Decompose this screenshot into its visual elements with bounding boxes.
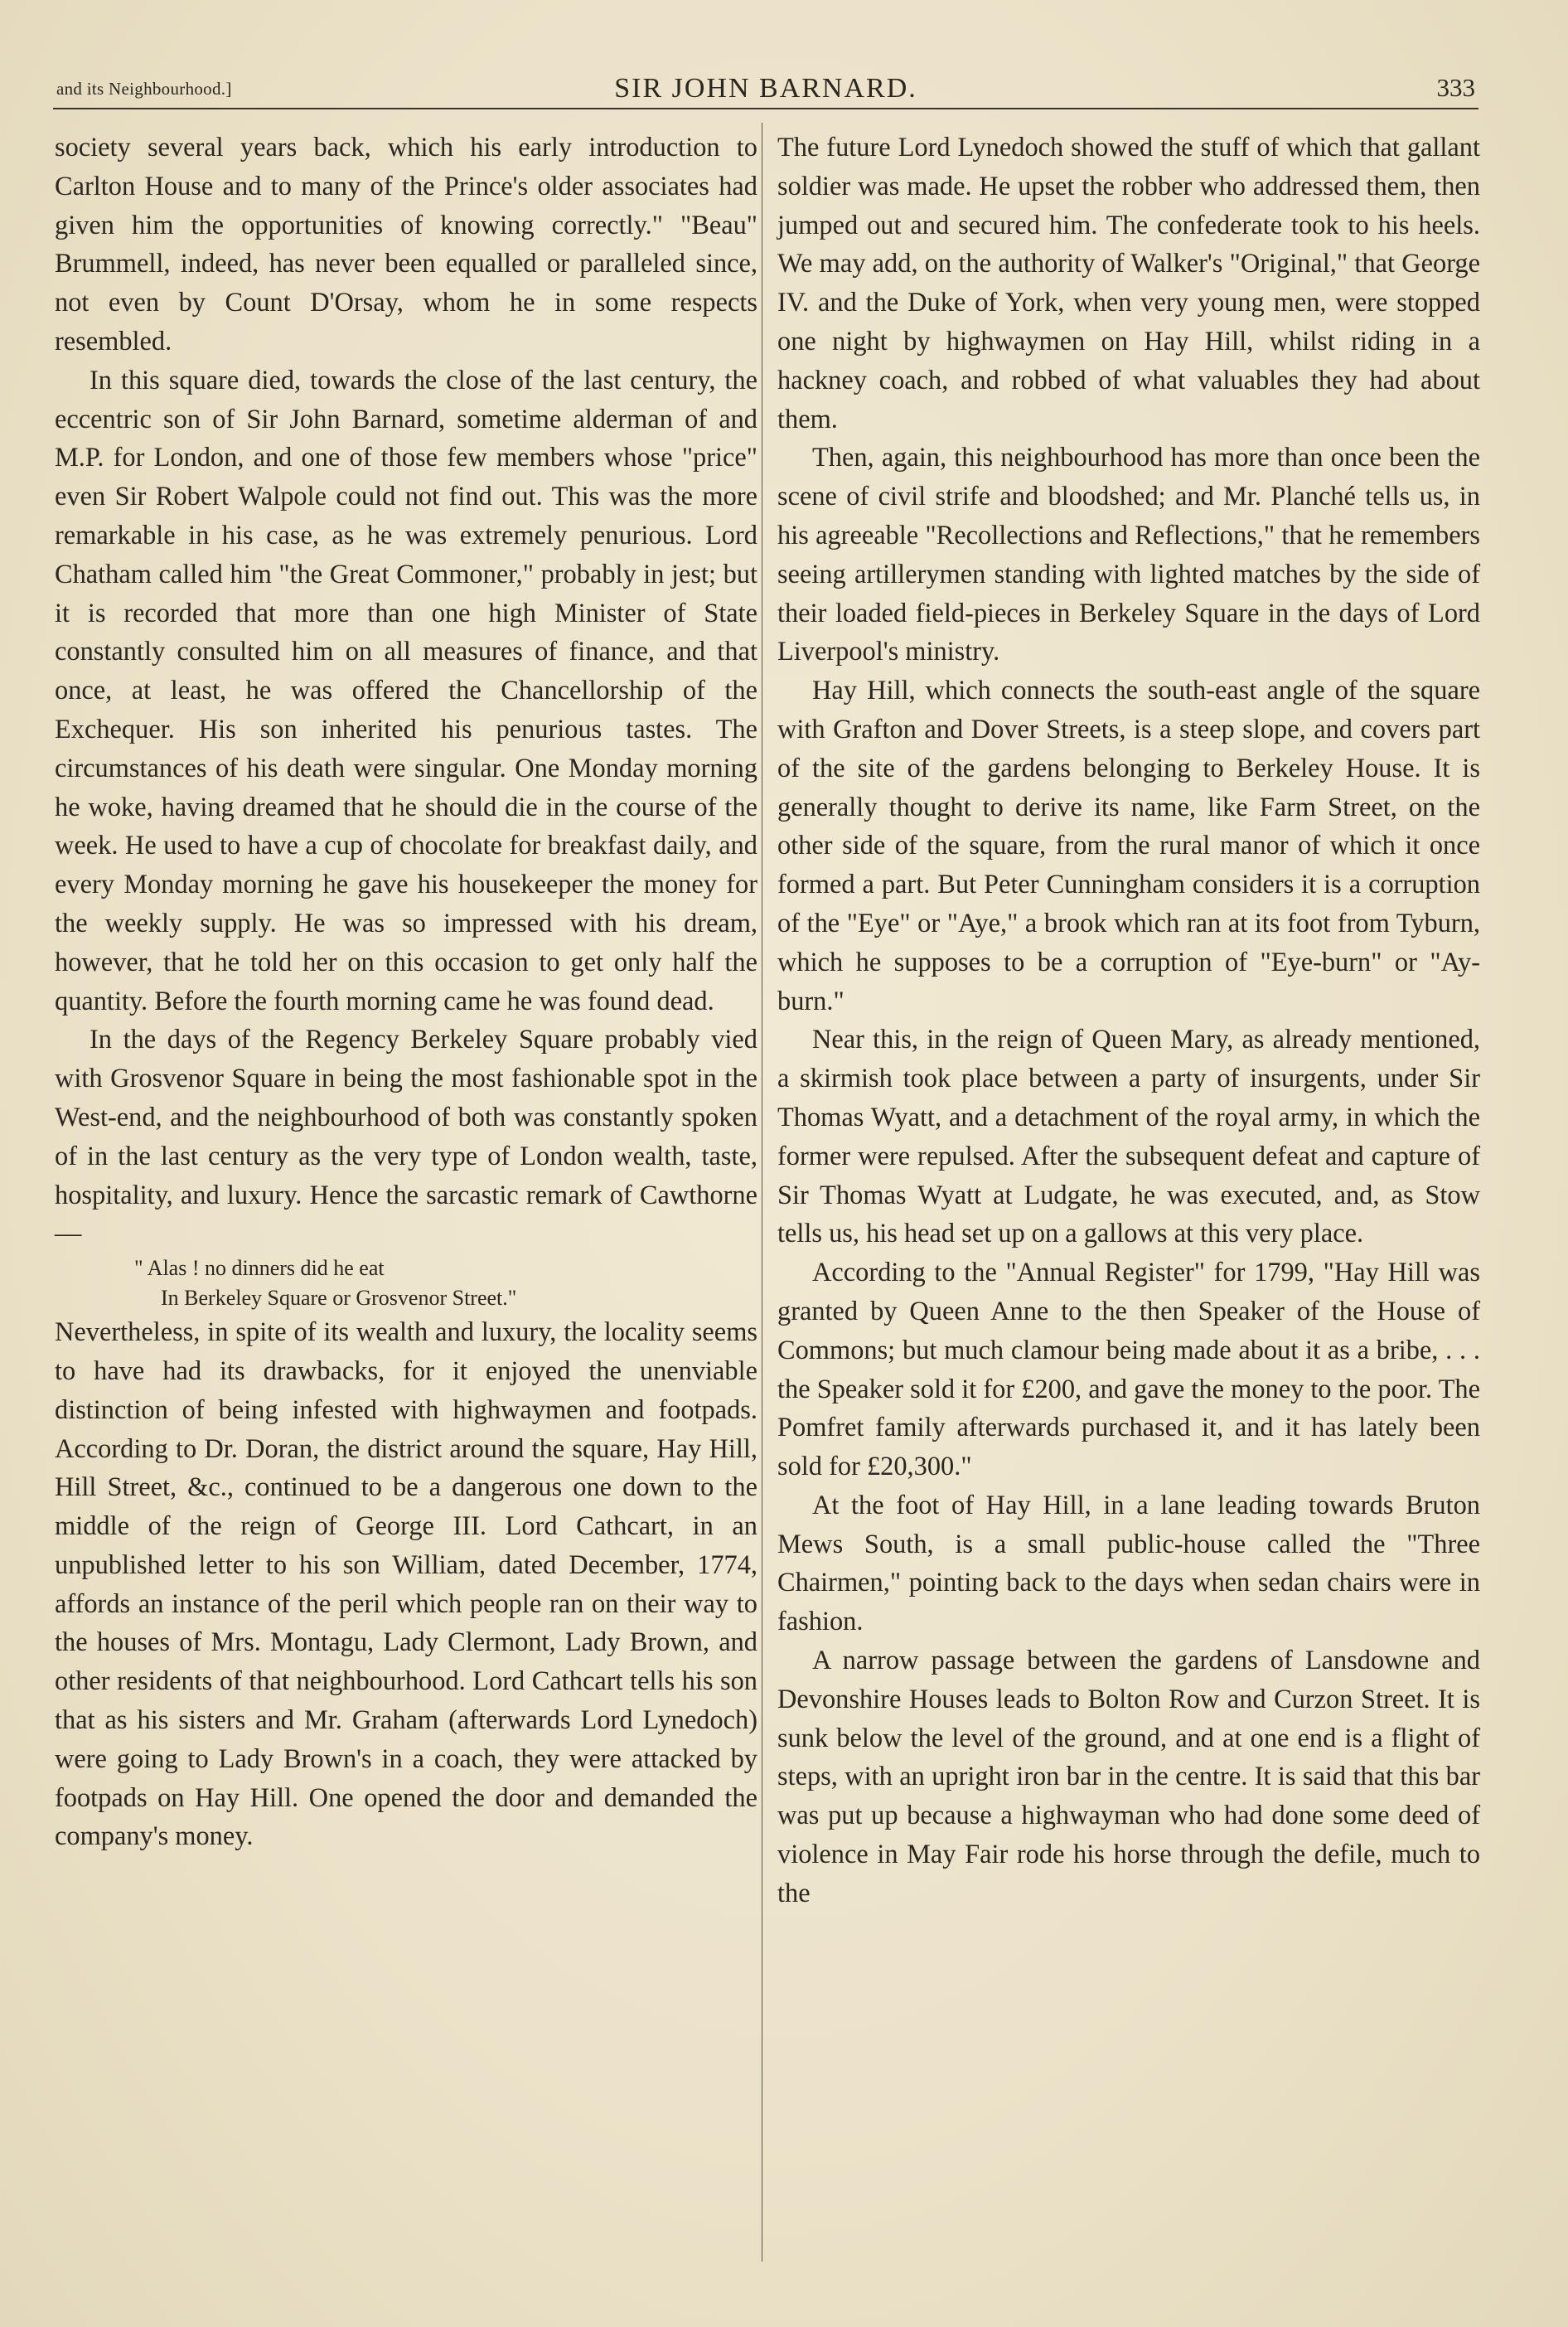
header-rule	[53, 108, 1478, 109]
paragraph: In the days of the Regency Berkeley Square probably vied with Grosvenor Square in being the most fashionable spot in the West-end, and the neighbourhood of both was constantly spoken of in the last century as the very type of London wealth, taste, hospitality, and luxury. Hence the sarcastic remark of Cawthorne—	[55, 1025, 757, 1249]
verse-line: " Alas ! no dinners did he eat	[134, 1256, 385, 1281]
paragraph: Hay Hill, which connects the south-east angle of the square with Grafton and Dover Streets, is a steep slope, and covers part of the site of the gardens belonging to Berkeley House. It is generally thought to derive its name, like Farm Street, on the other side of the square, from the rural manor of which it once formed a part. But Peter Cunningham considers it is a corruption of the "Eye" or "Aye," a brook which ran at its foot from Tyburn, which he supposes to be a corruption of "Eye-burn" or "Ay-burn."	[777, 676, 1480, 1016]
running-head-title: SIR JOHN BARNARD.	[614, 73, 917, 104]
paragraph: Nevertheless, in spite of its wealth and luxury, the locality seems to have had its drawbacks, for it enjoyed the unenviable distinction of being infested with highwaymen and footpads. According to Dr. Doran, the district around the square, Hay Hill, Hill Street, &c., continued to be a dangerous one down to the middle of the reign of George III. Lord Cathcart, in an unpublished letter to his son William, dated December, 1774, affords an instance of the peril which people ran on their way to the houses of Mrs. Montagu, Lady Clermont, Lady Brown, and other residents of that neighbourhood. Lord Cathcart tells his son that as his sisters and Mr. Graham (afterwards Lord Lynedoch) were going to Lady Brown's in a coach, they were attacked by footpads on Hay Hill. One opened the door and demanded the company's money.	[55, 1317, 757, 1852]
verse-quotation	[55, 1253, 757, 1313]
left-column	[55, 128, 757, 1856]
paragraph: Then, again, this neighbourhood has more than once been the scene of civil strife and bloodshed; and Mr. Planché tells us, in his agreeable "Recollections and Reflections," that he remembers seeing artillerymen standing with lighted matches by the side of their loaded field-pieces in Berkeley Square in the days of Lord Liverpool's ministry.	[777, 443, 1480, 667]
right-column	[777, 128, 1480, 1913]
paragraph: The future Lord Lynedoch showed the stuff of which that gallant soldier was made. He upset the robber who addressed them, then jumped out and secured him. The confederate took to his heels. We may add, on the authority of Walker's "Original," that George IV. and the Duke of York, when very young men, were stopped one night by highwaymen on Hay Hill, whilst riding in a hackney coach, and robbed of what valuables they had about them.	[777, 133, 1480, 434]
running-head-section: and its Neighbourhood.]	[56, 79, 232, 99]
paragraph: In this square died, towards the close of the last century, the eccentric son of Sir John Barnard, sometime alderman of and M.P. for London, and one of those few members whose "price" even Sir Robert Walpole could not find out. This was the more remarkable in his case, as he was extremely penurious. Lord Chatham called him "the Great Commoner," probably in jest; but it is recorded that more than one high Minister of State constantly consulted him on all measures of finance, and that once, at least, he was offered the Chancellorship of the Exchequer. His son inherited his penurious tastes. The circumstances of his death were singular. One Monday morning he woke, having dreamed that he should die in the course of the week. He used to have a cup of chocolate for breakfast daily, and every Monday morning he gave his housekeeper the money for the weekly supply. He was so impressed with his dream, however, that he told her on this occasion to get only half the quantity. Before the fourth morning came he was found dead.	[55, 365, 757, 1016]
verse-line: In Berkeley Square or Grosvenor Street."	[161, 1286, 517, 1311]
paragraph: Near this, in the reign of Queen Mary, as already mentioned, a skirmish took place between a party of insurgents, under Sir Thomas Wyatt, and a detachment of the royal army, in which the former were repulsed. After the subsequent defeat and capture of Sir Thomas Wyatt at Ludgate, he was executed, and, as Stow tells us, his head set up on a gallows at this very place.	[777, 1025, 1480, 1249]
paragraph: According to the "Annual Register" for 1799, "Hay Hill was granted by Queen Anne to the then Speaker of the House of Commons; but much clamour being made about it as a bribe, . . . the Speaker sold it for £200, and gave the money to the poor. The Pomfret family afterwards purchased it, and it has lately been sold for £20,300."	[777, 1258, 1480, 1482]
paragraph: society several years back, which his early introduction to Carlton House and to many of the Prince's older associates had given him the opportunities of knowing correctly." "Beau" Brummell, indeed, has never been equalled or paralleled since, not even by Count D'Orsay, whom he in some respects resembled.	[55, 133, 757, 356]
paragraph: At the foot of Hay Hill, in a lane leading towards Bruton Mews South, is a small public-house called the "Three Chairmen," pointing back to the days when sedan chairs were in fashion.	[777, 1490, 1480, 1637]
running-head	[56, 58, 1475, 104]
paragraph: A narrow passage between the gardens of Lansdowne and Devonshire Houses leads to Bolton Row and Curzon Street. It is sunk below the level of the ground, and at one end is a flight of steps, with an upright iron bar in the centre. It is said that this bar was put up because a highwayman who had done some deed of violence in May Fair rode his horse through the defile, much to the	[777, 1646, 1480, 1908]
page-number: 333	[1436, 73, 1475, 102]
